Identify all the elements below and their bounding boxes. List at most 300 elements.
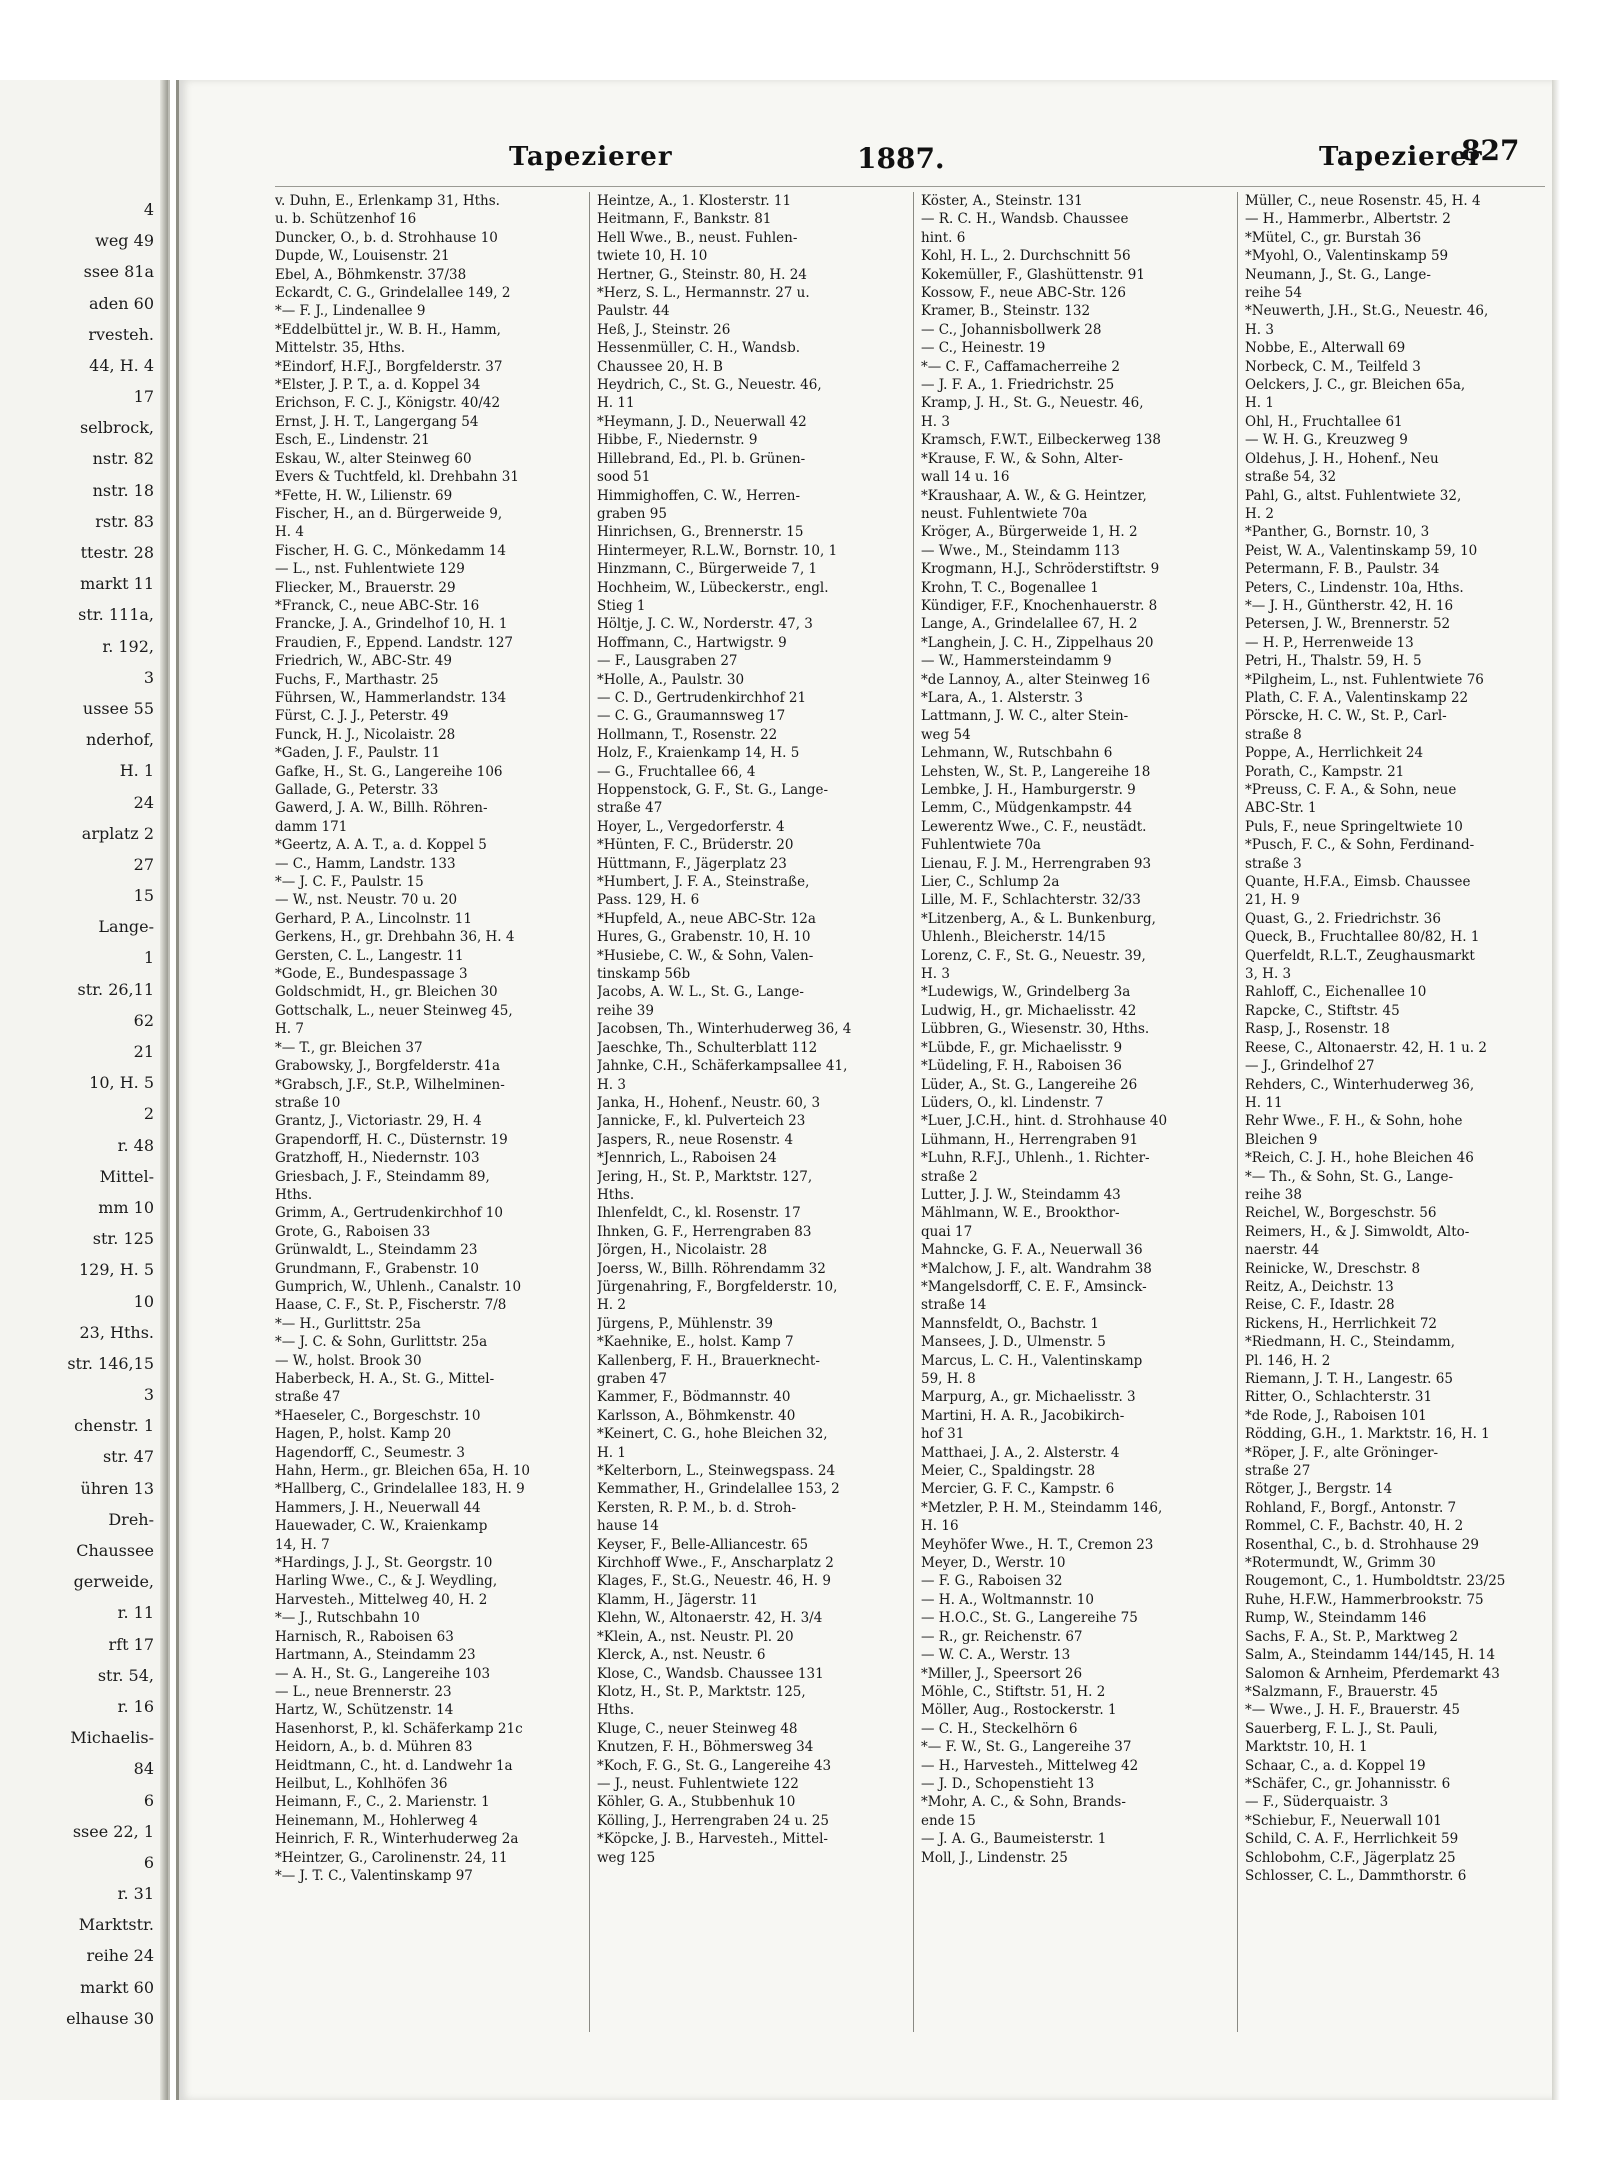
directory-entry: — W., holst. Brook 30 xyxy=(275,1352,422,1369)
directory-entry: *Heymann, J. D., Neuerwall 42 xyxy=(597,413,807,430)
directory-entry: *Haeseler, C., Borgeschstr. 10 xyxy=(275,1407,481,1424)
directory-entry: Lehsten, W., St. P., Langereihe 18 xyxy=(921,763,1151,780)
directory-entry: Mercier, G. F. C., Kampstr. 6 xyxy=(921,1481,1115,1498)
left-page-fragment-line: markt 60 xyxy=(80,1977,154,1997)
left-page-fragment-line: ühren 13 xyxy=(80,1478,154,1498)
directory-entry: Hintermeyer, R.L.W., Bornstr. 10, 1 xyxy=(597,542,838,559)
directory-entry: Ihnken, G. F., Herrengraben 83 xyxy=(597,1223,812,1240)
directory-entry: *Hallberg, C., Grindelallee 183, H. 9 xyxy=(275,1481,525,1498)
directory-entry: *Lüdeling, F. H., Raboisen 36 xyxy=(921,1058,1122,1075)
directory-entry: Fischer, H., an d. Bürgerweide 9, xyxy=(275,505,503,522)
directory-entry: Goldschmidt, H., gr. Bleichen 30 xyxy=(275,984,498,1001)
directory-entry: Ebel, A., Böhmkenstr. 37/38 xyxy=(275,266,467,283)
directory-entry: Eckardt, C. G., Grindelallee 149, 2 xyxy=(275,285,511,302)
directory-entry: *Köpcke, J. B., Harvesteh., Mittel- xyxy=(597,1831,828,1848)
directory-entry: — L., nst. Fuhlentwiete 129 xyxy=(275,561,465,578)
directory-entry: *Klein, A., nst. Neustr. Pl. 20 xyxy=(597,1628,794,1645)
directory-entry: Harvesteh., Mittelweg 40, H. 2 xyxy=(275,1591,488,1608)
left-page-fragment-line: aden 60 xyxy=(89,293,154,313)
directory-entry: Mählmann, W. E., Brookthor- xyxy=(921,1205,1120,1222)
page-edge xyxy=(1552,80,1560,2100)
directory-entry: Griesbach, J. F., Steindamm 89, xyxy=(275,1168,490,1185)
directory-entry: Hell Wwe., B., neust. Fuhlen- xyxy=(597,229,798,246)
directory-entry: Kersten, R. P. M., b. d. Stroh- xyxy=(597,1499,797,1516)
directory-entry: Rosenthal, C., b. d. Strohhause 29 xyxy=(1245,1536,1479,1553)
directory-entry: Grimm, A., Gertrudenkirchhof 10 xyxy=(275,1205,503,1222)
directory-entry: Ritter, O., Schlachterstr. 31 xyxy=(1245,1389,1433,1406)
directory-entry: Klages, F., St.G., Neuestr. 46, H. 9 xyxy=(597,1573,831,1590)
left-page-fragment-line: str. 146,15 xyxy=(67,1353,154,1373)
directory-entry: H. 2 xyxy=(1245,505,1274,522)
left-page-fragment-line: str. 125 xyxy=(92,1229,154,1249)
directory-entry: Lembke, J. H., Hamburgerstr. 9 xyxy=(921,782,1136,798)
directory-entry: *Kelterborn, L., Steinwegspass. 24 xyxy=(597,1463,836,1480)
directory-entry: Ernst, J. H. T., Langergang 54 xyxy=(275,413,479,430)
left-page-fragment-line: r. 48 xyxy=(117,1135,154,1155)
directory-entry: Lüders, O., kl. Lindenstr. 7 xyxy=(921,1094,1104,1111)
left-page-fragment-line: 3 xyxy=(143,667,154,687)
directory-entry: straße 47 xyxy=(275,1389,341,1406)
directory-entry: — J. A. G., Baumeisterstr. 1 xyxy=(921,1831,1107,1848)
directory-entry: — R., gr. Reichenstr. 67 xyxy=(921,1628,1083,1645)
directory-entry: Gerhard, P. A., Lincolnstr. 11 xyxy=(275,910,472,927)
directory-entry: Evers & Tuchtfeld, kl. Drehbahn 31 xyxy=(275,469,519,486)
column-4 xyxy=(1245,192,1545,1885)
directory-entry: Fuhlentwiete 70a xyxy=(921,837,1041,854)
directory-entry: Hochheim, W., Lübeckerstr., engl. xyxy=(597,579,829,596)
left-page-fragment-line: rft 17 xyxy=(108,1634,154,1654)
directory-entry: Himmighoffen, C. W., Herren- xyxy=(597,487,801,504)
directory-entry: twiete 10, H. 10 xyxy=(597,248,708,265)
directory-entry: Harnisch, R., Raboisen 63 xyxy=(275,1628,454,1645)
directory-entry: Hüttmann, F., Jägerplatz 23 xyxy=(597,855,787,872)
directory-entry: Lange, A., Grindelallee 67, H. 2 xyxy=(921,616,1138,633)
directory-entry: Quante, H.F.A., Eimsb. Chaussee xyxy=(1245,874,1471,891)
directory-entry: Friedrich, W., ABC-Str. 49 xyxy=(275,653,452,670)
directory-entry: Reichel, W., Borgeschstr. 56 xyxy=(1245,1205,1437,1222)
directory-entry: *Preuss, C. F. A., & Sohn, neue xyxy=(1245,782,1457,798)
directory-entry: *— C. F., Caffamacherreihe 2 xyxy=(921,358,1120,375)
left-page-fragment-line: 129, H. 5 xyxy=(78,1260,154,1280)
directory-entry: *Fette, H. W., Lilienstr. 69 xyxy=(275,487,453,504)
directory-entry: *Ludewigs, W., Grindelberg 3a xyxy=(921,984,1131,1001)
directory-entry: Lienau, F. J. M., Herrengraben 93 xyxy=(921,855,1152,872)
left-page-fragment-line: 17 xyxy=(133,387,154,407)
left-page-fragment-line: 1 xyxy=(143,948,154,968)
directory-entry: — C. D., Gertrudenkirchhof 21 xyxy=(597,689,807,706)
directory-entry: weg 125 xyxy=(597,1849,656,1866)
directory-entry: *Husiebe, C. W., & Sohn, Valen- xyxy=(597,947,814,964)
directory-entry: *Eddelbüttel jr., W. B. H., Hamm, xyxy=(275,321,501,338)
directory-entry: Grabowsky, J., Borgfelderstr. 41a xyxy=(275,1058,501,1075)
directory-entry: Francke, J. A., Grindelhof 10, H. 1 xyxy=(275,616,508,633)
directory-entry: Martini, H. A. R., Jacobikirch- xyxy=(921,1407,1125,1424)
directory-entry: Lattmann, J. W. C., alter Stein- xyxy=(921,708,1129,725)
directory-entry: straße 27 xyxy=(1245,1463,1311,1480)
directory-entry: *Herz, S. L., Hermannstr. 27 u. xyxy=(597,285,810,302)
directory-entry: Salm, A., Steindamm 144/145, H. 14 xyxy=(1245,1647,1496,1664)
left-page-fragment-line: selbrock, xyxy=(79,418,154,438)
directory-entry: Joerss, W., Billh. Röhrendamm 32 xyxy=(597,1260,826,1277)
left-page-fragment-line: 15 xyxy=(133,886,154,906)
directory-entry: Klotz, H., St. P., Marktstr. 125, xyxy=(597,1683,806,1700)
directory-entry: *Keinert, C. G., hohe Bleichen 32, xyxy=(597,1426,828,1443)
directory-entry: — J. F. A., 1. Friedrichstr. 25 xyxy=(921,377,1115,394)
directory-entry: Hessenmüller, C. H., Wandsb. xyxy=(597,340,801,357)
directory-entry: *Litzenberg, A., & L. Bunkenburg, xyxy=(921,910,1156,927)
left-page-fragment-line: 10 xyxy=(133,1291,154,1311)
directory-entry: Gottschalk, L., neuer Steinweg 45, xyxy=(275,1002,513,1019)
directory-entry: *Hünten, F. C., Brüderstr. 20 xyxy=(597,837,794,854)
directory-entry: Meyhöfer Wwe., H. T., Cremon 23 xyxy=(921,1536,1154,1553)
left-page-fragment-line: str. 54, xyxy=(97,1665,154,1685)
directory-entry: Hinrichsen, G., Brennerstr. 15 xyxy=(597,524,804,541)
directory-entry: Neumann, J., St. G., Lange- xyxy=(1245,266,1431,283)
directory-entry: Hths. xyxy=(597,1186,635,1203)
directory-entry: Schaar, C., a. d. Koppel 19 xyxy=(1245,1757,1426,1774)
directory-entry: *Mütel, C., gr. Burstah 36 xyxy=(1245,229,1422,246)
directory-entry: Krohn, T. C., Bogenallee 1 xyxy=(921,579,1099,596)
directory-entry: Rasp, J., Rosenstr. 18 xyxy=(1245,1021,1390,1038)
directory-entry: Kröger, A., Bürgerweide 1, H. 2 xyxy=(921,524,1138,541)
directory-entry: hof 31 xyxy=(921,1426,965,1443)
directory-entry: *Salzmann, F., Brauerstr. 45 xyxy=(1245,1683,1439,1700)
directory-entry: Fürst, C. J. J., Peterstr. 49 xyxy=(275,708,449,725)
directory-entry: weg 54 xyxy=(921,726,971,743)
directory-entry: H. 11 xyxy=(1245,1094,1283,1111)
column-divider xyxy=(589,192,590,2032)
directory-entry: *Geertz, A. A. T., a. d. Koppel 5 xyxy=(275,837,487,854)
directory-entry: Klerck, A., nst. Neustr. 6 xyxy=(597,1647,766,1664)
directory-entry: Jannicke, F., kl. Pulverteich 23 xyxy=(597,1113,806,1130)
directory-entry: *— J. H., Güntherstr. 42, H. 16 xyxy=(1245,597,1454,614)
directory-entry: Querfeldt, R.L.T., Zeughausmarkt xyxy=(1245,947,1475,964)
directory-entry: Köster, A., Steinstr. 131 xyxy=(921,193,1083,209)
directory-entry: Lehmann, W., Rutschbahn 6 xyxy=(921,745,1113,762)
directory-entry: *Schäfer, C., gr. Johannisstr. 6 xyxy=(1245,1775,1451,1792)
directory-entry: straße 2 xyxy=(921,1168,978,1185)
directory-entry: Hoppenstock, G. F., St. G., Lange- xyxy=(597,782,829,798)
directory-entry: Meier, C., Spaldingstr. 28 xyxy=(921,1463,1096,1480)
directory-entry: Pass. 129, H. 6 xyxy=(597,892,700,909)
left-page-fragment-line: 84 xyxy=(133,1759,154,1779)
directory-entry: Jaspers, R., neue Rosenstr. 4 xyxy=(597,1131,794,1148)
directory-entry: Grundmann, F., Grabenstr. 10 xyxy=(275,1260,479,1277)
directory-entry: Schild, C. A. F., Herrlichkeit 59 xyxy=(1245,1831,1459,1848)
directory-entry: Jaeschke, Th., Schulterblatt 112 xyxy=(597,1039,818,1056)
directory-entry: Peters, C., Lindenstr. 10a, Hths. xyxy=(1245,579,1464,596)
directory-entry: Rommel, C. F., Bachstr. 40, H. 2 xyxy=(1245,1518,1464,1535)
directory-entry: *— Th., & Sohn, St. G., Lange- xyxy=(1245,1168,1454,1185)
directory-entry: *Lara, A., 1. Alsterstr. 3 xyxy=(921,689,1083,706)
directory-entry: *Langhein, J. C. H., Zippelhaus 20 xyxy=(921,634,1154,651)
directory-entry: Riemann, J. T. H., Langestr. 65 xyxy=(1245,1371,1453,1387)
directory-entry: *Elster, J. P. T., a. d. Koppel 34 xyxy=(275,377,481,394)
directory-entry: Rump, W., Steindamm 146 xyxy=(1245,1610,1427,1627)
left-page-fragment-line: 21 xyxy=(133,1042,154,1062)
left-page-fragment-line: chenstr. 1 xyxy=(74,1416,154,1436)
directory-entry: ABC-Str. 1 xyxy=(1245,800,1317,817)
directory-entry: Marcus, L. C. H., Valentinskamp xyxy=(921,1352,1143,1369)
directory-entry: Moll, J., Lindenstr. 25 xyxy=(921,1849,1068,1866)
left-page-fragment-line: nstr. 82 xyxy=(92,449,154,469)
directory-entry: Lüder, A., St. G., Langereihe 26 xyxy=(921,1076,1138,1093)
directory-entry: tinskamp 56b xyxy=(597,966,691,983)
header-rule xyxy=(275,186,1545,187)
directory-entry: H. 11 xyxy=(597,395,635,412)
directory-entry: hint. 6 xyxy=(921,229,966,246)
directory-entry: Hauewader, C. W., Kraienkamp xyxy=(275,1518,488,1535)
left-page-fragment-line: Mittel- xyxy=(99,1166,154,1186)
left-page-fragment-line: ussee 55 xyxy=(82,698,154,718)
directory-entry: Reitz, A., Deichstr. 13 xyxy=(1245,1278,1394,1295)
directory-entry: Puls, F., neue Springeltwiete 10 xyxy=(1245,818,1463,835)
directory-entry: Hartz, W., Schützenstr. 14 xyxy=(275,1702,454,1719)
directory-entry: Grote, G., Raboisen 33 xyxy=(275,1223,431,1240)
left-page-fragment xyxy=(0,80,170,2100)
directory-entry: *Panther, G., Bornstr. 10, 3 xyxy=(1245,524,1430,541)
directory-entry: 14, H. 7 xyxy=(275,1536,330,1553)
directory-entry: Heintze, A., 1. Klosterstr. 11 xyxy=(597,193,792,209)
directory-entry: — J., Grindelhof 27 xyxy=(1245,1058,1375,1075)
directory-entry: Haberbeck, H. A., St. G., Mittel- xyxy=(275,1371,495,1387)
directory-entry: Hillebrand, Ed., Pl. b. Grünen- xyxy=(597,450,806,467)
directory-entry: *Rotermundt, W., Grimm 30 xyxy=(1245,1555,1436,1572)
directory-entry: Heß, J., Steinstr. 26 xyxy=(597,321,731,338)
directory-entry: Kramsch, F.W.T., Eilbeckerweg 138 xyxy=(921,432,1161,449)
directory-entry: Reese, C., Altonaerstr. 42, H. 1 u. 2 xyxy=(1245,1039,1487,1056)
left-page-fragment-line: 2 xyxy=(143,1104,154,1124)
directory-entry: 59, H. 8 xyxy=(921,1371,976,1387)
directory-entry: Fuchs, F., Marthastr. 25 xyxy=(275,671,439,688)
directory-entry: Rehr Wwe., F. H., & Sohn, hohe xyxy=(1245,1113,1463,1130)
directory-entry: Oldehus, J. H., Hohenf., Neu xyxy=(1245,450,1439,467)
directory-entry: *Riedmann, H. C., Steindamm, xyxy=(1245,1334,1456,1351)
directory-entry: — F., Lausgraben 27 xyxy=(597,653,738,670)
directory-entry: Eskau, W., alter Steinweg 60 xyxy=(275,450,472,467)
directory-entry: Chaussee 20, H. B xyxy=(597,358,723,375)
directory-entry: Gafke, H., St. G., Langereihe 106 xyxy=(275,763,503,780)
directory-entry: Rahloff, C., Eichenallee 10 xyxy=(1245,984,1427,1001)
left-page-fragment-line: Michaelis- xyxy=(70,1728,154,1748)
left-page-fragment-line: Chaussee xyxy=(76,1541,154,1561)
left-page-fragment-line: r. 11 xyxy=(117,1603,154,1623)
directory-entry: H. 3 xyxy=(921,966,950,983)
directory-entry: Janka, H., Hohenf., Neustr. 60, 3 xyxy=(597,1094,821,1111)
directory-entry: H. 3 xyxy=(1245,321,1274,338)
directory-entry: — Wwe., M., Steindamm 113 xyxy=(921,542,1120,559)
directory-entry: — W. H. G., Kreuzweg 9 xyxy=(1245,432,1408,449)
directory-entry: Kemmather, H., Grindelallee 153, 2 xyxy=(597,1481,840,1498)
directory-entry: Jering, H., St. P., Marktstr. 127, xyxy=(597,1168,813,1185)
directory-entry: Kossow, F., neue ABC-Str. 126 xyxy=(921,285,1126,302)
directory-entry: Matthaei, J. A., 2. Alsterstr. 4 xyxy=(921,1444,1120,1461)
directory-entry: Müller, C., neue Rosenstr. 45, H. 4 xyxy=(1245,193,1481,209)
left-page-fragment-line: r. 31 xyxy=(117,1884,154,1904)
directory-entry: Heydrich, C., St. G., Neuestr. 46, xyxy=(597,377,822,394)
directory-entry: Grantz, J., Victoriastr. 29, H. 4 xyxy=(275,1113,482,1130)
directory-entry: quai 17 xyxy=(921,1223,973,1240)
directory-entry: Fischer, H. G. C., Mönkedamm 14 xyxy=(275,542,506,559)
directory-entry: *Heintzer, G., Carolinenstr. 24, 11 xyxy=(275,1849,508,1866)
left-page-fragment-line: ssee 81a xyxy=(83,262,154,282)
directory-entry: Sauerberg, F. L. J., St. Pauli, xyxy=(1245,1720,1438,1737)
column-2 xyxy=(597,192,897,1867)
directory-entry: Sachs, F. A., St. P., Marktweg 2 xyxy=(1245,1628,1459,1645)
directory-entry: Pörscke, H. C. W., St. P., Carl- xyxy=(1245,708,1447,725)
directory-entry: 3, H. 3 xyxy=(1245,966,1292,983)
directory-entry: Mittelstr. 35, Hths. xyxy=(275,340,406,357)
directory-entry: Gumprich, W., Uhlenh., Canalstr. 10 xyxy=(275,1278,522,1295)
directory-entry: graben 47 xyxy=(597,1371,667,1387)
directory-entry: Dupde, W., Louisenstr. 21 xyxy=(275,248,450,265)
directory-entry: Heilbut, L., Kohlhöfen 36 xyxy=(275,1775,448,1792)
directory-entry: Kohl, H. L., 2. Durchschnitt 56 xyxy=(921,248,1131,265)
directory-entry: — W. C. A., Werstr. 13 xyxy=(921,1647,1071,1664)
directory-entry: Salomon & Arnheim, Pferdemarkt 43 xyxy=(1245,1665,1500,1682)
directory-entry: Hartmann, A., Steindamm 23 xyxy=(275,1647,476,1664)
directory-entry: Gallade, G., Peterstr. 33 xyxy=(275,782,439,798)
directory-entry: Keyser, F., Belle-Alliancestr. 65 xyxy=(597,1536,809,1553)
directory-entry: *Hupfeld, A., neue ABC-Str. 12a xyxy=(597,910,816,927)
directory-entry: H. 7 xyxy=(275,1021,304,1038)
directory-entry: Jacobsen, Th., Winterhuderweg 36, 4 xyxy=(597,1021,852,1038)
left-page-fragment-line: ttestr. 28 xyxy=(80,543,154,563)
left-page-fragment-line: elhause 30 xyxy=(66,2008,154,2028)
directory-entry: Kündiger, F.F., Knochenhauerstr. 8 xyxy=(921,597,1158,614)
directory-entry: Klamm, H., Jägerstr. 11 xyxy=(597,1591,758,1608)
directory-entry: Oelckers, J. C., gr. Bleichen 65a, xyxy=(1245,377,1466,394)
directory-entry: u. b. Schützenhof 16 xyxy=(275,211,417,228)
directory-entry: Hoffmann, C., Hartwigstr. 9 xyxy=(597,634,787,651)
directory-entry: H. 1 xyxy=(597,1444,626,1461)
directory-entry: *Metzler, P. H. M., Steindamm 146, xyxy=(921,1499,1163,1516)
directory-entry: Jacobs, A. W. L., St. G., Lange- xyxy=(597,984,804,1001)
directory-entry: — J. D., Schopenstieht 13 xyxy=(921,1775,1095,1792)
directory-entry: neust. Fuhlentwiete 70a xyxy=(921,505,1088,522)
directory-entry: H. 4 xyxy=(275,524,304,541)
directory-entry: Jürgenahring, F., Borgfelderstr. 10, xyxy=(597,1278,838,1295)
directory-entry: Erichson, F. C. J., Königstr. 40/42 xyxy=(275,395,501,412)
directory-entry: Queck, B., Fruchtallee 80/82, H. 1 xyxy=(1245,929,1480,946)
directory-entry: Petermann, F. B., Paulstr. 34 xyxy=(1245,561,1440,578)
directory-entry: *— F. J., Lindenallee 9 xyxy=(275,303,426,320)
directory-entry: — H., Harvesteh., Mittelweg 42 xyxy=(921,1757,1139,1774)
directory-entry: Lemm, C., Müdgenkampstr. 44 xyxy=(921,800,1133,817)
left-page-fragment-line: arplatz 2 xyxy=(81,823,154,843)
column-divider xyxy=(913,192,914,2032)
directory-entry: Kluge, C., neuer Steinweg 48 xyxy=(597,1720,798,1737)
directory-entry: *de Lannoy, A., alter Steinweg 16 xyxy=(921,671,1151,688)
left-page-fragment-line: Lange- xyxy=(98,917,154,937)
directory-entry: — H.O.C., St. G., Langereihe 75 xyxy=(921,1610,1138,1627)
directory-entry: Hammers, J. H., Neuerwall 44 xyxy=(275,1499,481,1516)
left-page-fragment-line: H. 1 xyxy=(119,761,154,781)
directory-entry: Nobbe, E., Alterwall 69 xyxy=(1245,340,1406,357)
directory-entry: *Mohr, A. C., & Sohn, Brands- xyxy=(921,1794,1126,1811)
directory-entry: *Miller, J., Speersort 26 xyxy=(921,1665,1083,1682)
directory-entry: Hertner, G., Steinstr. 80, H. 24 xyxy=(597,266,807,283)
directory-entry: Lühmann, H., Herrengraben 91 xyxy=(921,1131,1139,1148)
directory-entry: *Eindorf, H.F.J., Borgfelderstr. 37 xyxy=(275,358,503,375)
directory-entry: — H., Hammerbr., Albertstr. 2 xyxy=(1245,211,1451,228)
left-page-fragment-line: 6 xyxy=(143,1852,154,1872)
directory-entry: — A. H., St. G., Langereihe 103 xyxy=(275,1665,491,1682)
directory-entry: Grünwaldt, L., Steindamm 23 xyxy=(275,1242,478,1259)
directory-entry: Esch, E., Lindenstr. 21 xyxy=(275,432,430,449)
directory-entry: Gratzhoff, H., Niedernstr. 103 xyxy=(275,1150,480,1167)
left-page-fragment-line: str. 47 xyxy=(102,1447,154,1467)
directory-entry: Hibbe, F., Niedernstr. 9 xyxy=(597,432,758,449)
page-number: 827 xyxy=(1461,134,1520,167)
directory-entry: damm 171 xyxy=(275,818,348,835)
left-page-fragment-line: 6 xyxy=(143,1790,154,1810)
directory-entry: *Gode, E., Bundespassage 3 xyxy=(275,966,468,983)
directory-entry: Hths. xyxy=(275,1186,313,1203)
directory-entry: Marktstr. 10, H. 1 xyxy=(1245,1739,1368,1756)
directory-entry: *Luer, J.C.H., hint. d. Strohhause 40 xyxy=(921,1113,1168,1130)
directory-entry: Kirchhoff Wwe., F., Anscharplatz 2 xyxy=(597,1555,834,1572)
directory-entry: Marpurg, A., gr. Michaelisstr. 3 xyxy=(921,1389,1136,1406)
directory-entry: sood 51 xyxy=(597,469,651,486)
left-page-fragment-line: gerweide, xyxy=(73,1572,154,1592)
directory-entry: *Pilgheim, L., nst. Fuhlentwiete 76 xyxy=(1245,671,1484,688)
left-page-fragment-line: Marktstr. xyxy=(78,1915,154,1935)
directory-entry: Köhler, G. A., Stubbenhuk 10 xyxy=(597,1794,796,1811)
directory-entry: Lille, M. F., Schlachterstr. 32/33 xyxy=(921,892,1141,909)
directory-entry: Jörgen, H., Nicolaistr. 28 xyxy=(597,1242,768,1259)
directory-entry: *de Rode, J., Raboisen 101 xyxy=(1245,1407,1427,1424)
directory-entry: *Röper, J. F., alte Gröninger- xyxy=(1245,1444,1439,1461)
directory-entry: — J., neust. Fuhlentwiete 122 xyxy=(597,1775,799,1792)
directory-entry: — L., neue Brennerstr. 23 xyxy=(275,1683,452,1700)
directory-entry: Gerkens, H., gr. Drehbahn 36, H. 4 xyxy=(275,929,515,946)
directory-entry: — F. G., Raboisen 32 xyxy=(921,1573,1063,1590)
directory-entry: Reise, C. F., Idastr. 28 xyxy=(1245,1297,1395,1314)
directory-entry: — H. P., Herrenweide 13 xyxy=(1245,634,1414,651)
directory-entry: Stieg 1 xyxy=(597,597,646,614)
directory-entry: Petri, H., Thalstr. 59, H. 5 xyxy=(1245,653,1422,670)
directory-entry: Möhle, C., Stiftstr. 51, H. 2 xyxy=(921,1683,1106,1700)
directory-entry: — C., Heinestr. 19 xyxy=(921,340,1046,357)
directory-entry: Ludwig, H., gr. Michaelisstr. 42 xyxy=(921,1002,1137,1019)
directory-entry: Schlobohm, C.F., Jägerplatz 25 xyxy=(1245,1849,1456,1866)
directory-entry: Bleichen 9 xyxy=(1245,1131,1318,1148)
directory-entry: ende 15 xyxy=(921,1812,976,1829)
directory-entry: straße 54, 32 xyxy=(1245,469,1337,486)
directory-entry: *Schiebur, F., Neuerwall 101 xyxy=(1245,1812,1442,1829)
directory-entry: Hollmann, T., Rosenstr. 22 xyxy=(597,726,778,743)
directory-entry: *— Wwe., J. H. F., Brauerstr. 45 xyxy=(1245,1702,1460,1719)
directory-entry: Höltje, J. C. W., Norderstr. 47, 3 xyxy=(597,616,813,633)
directory-entry: Hahn, Herm., gr. Bleichen 65a, H. 10 xyxy=(275,1463,530,1480)
directory-entry: — C. G., Graumannsweg 17 xyxy=(597,708,786,725)
directory-entry: Haase, C. F., St. P., Fischerstr. 7/8 xyxy=(275,1297,507,1314)
directory-entry: Mansees, J. D., Ulmenstr. 5 xyxy=(921,1334,1106,1351)
directory-entry: straße 8 xyxy=(1245,726,1302,743)
left-page-fragment-line: 10, H. 5 xyxy=(89,1073,154,1093)
left-page-fragment-line: r. 16 xyxy=(117,1696,154,1716)
page-header xyxy=(179,134,1555,182)
directory-entry: Fraudien, F., Eppend. Landstr. 127 xyxy=(275,634,513,651)
header-year: 1887. xyxy=(857,142,945,175)
left-page-fragment-line: 23, Hths. xyxy=(79,1322,154,1342)
directory-entry: *Pusch, F. C., & Sohn, Ferdinand- xyxy=(1245,837,1475,854)
directory-entry: Quast, G., 2. Friedrichstr. 36 xyxy=(1245,910,1441,927)
directory-entry: Ihlenfeldt, C., kl. Rosenstr. 17 xyxy=(597,1205,801,1222)
directory-entry: reihe 39 xyxy=(597,1002,654,1019)
directory-entry: *Mangelsdorff, C. E. F., Amsinck- xyxy=(921,1278,1147,1295)
